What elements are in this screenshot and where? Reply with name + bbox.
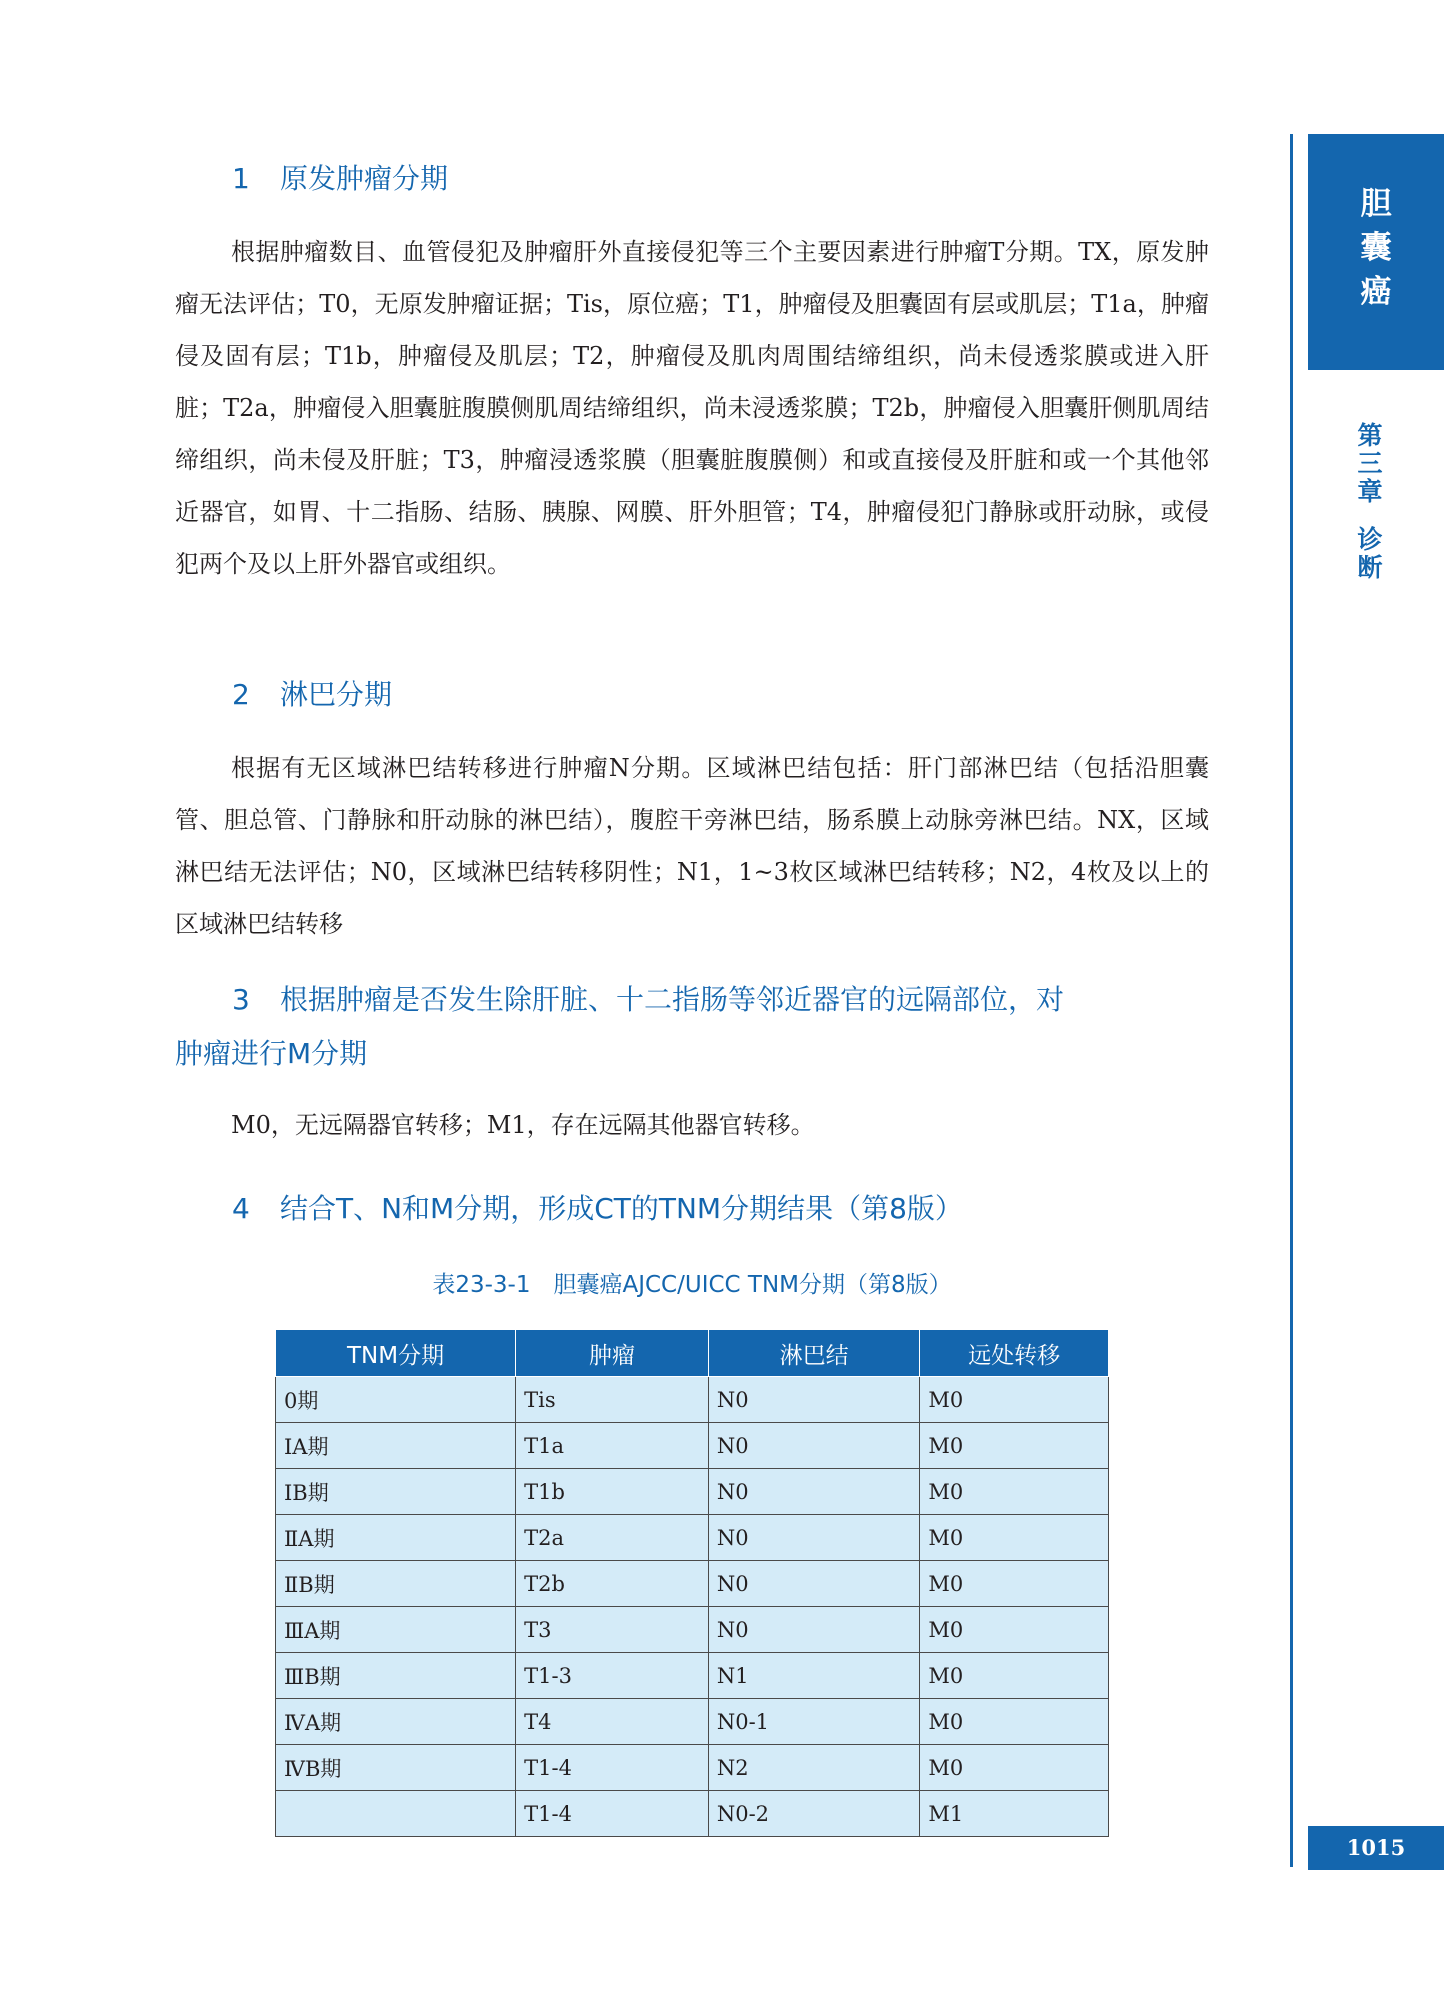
table-cell: ⅠB期 [276,1469,516,1515]
table-cell: M0 [920,1607,1109,1653]
table-row [276,1561,1109,1607]
page-number: 1015 [1346,1835,1406,1860]
table-row [276,1515,1109,1561]
table-cell: N0 [708,1469,920,1515]
table-cell: M1 [920,1791,1109,1837]
chapter-label: 第 三 章 诊 断 [1357,421,1383,582]
section-heading-2: 2 淋巴分期 [232,678,393,711]
table-cell: T2a [516,1515,709,1561]
paragraph-t-staging: 根据肿瘤数目、血管侵犯及肿瘤肝外直接侵犯等三个主要因素进行肿瘤T分期。TX，原发肿瘤无法评估；T0，无原发肿瘤证据；Tis，原位癌；T1，肿瘤侵及胆囊固有层或肌层；T1a，肿瘤侵及固有层；T1b，肿瘤侵及肌层；T2，肿瘤侵及肌肉周围结缔组织，尚未侵透浆膜或进入肝脏；T2a，肿瘤侵入胆囊脏腹膜侧肌周结缔组织，尚未浸透浆膜；T2b，肿瘤侵入胆囊肝侧肌周结缔组织，尚未侵及肝脏；T3，肿瘤浸透浆膜（胆囊脏腹膜侧）和或直接侵及肝脏和或一个其他邻近器官，如胃、十二指肠、结肠、胰腺、网膜、肝外胆管；T4，肿瘤侵犯门静脉或肝动脉，或侵犯两个及以上肝外器官或组织。 [175,238,1209,578]
table-cell: ⅡB期 [276,1561,516,1607]
section-heading-3-line2: 肿瘤进行M分期 [175,1037,368,1070]
table-cell: M0 [920,1377,1109,1423]
table-cell: N0 [708,1561,920,1607]
table-cell: ⅣB期 [276,1745,516,1791]
table-cell: N0-2 [708,1791,920,1837]
table-row [276,1469,1109,1515]
table-row [276,1699,1109,1745]
table-cell: M0 [920,1653,1109,1699]
paragraph-n-staging: 根据有无区域淋巴结转移进行肿瘤N分期。区域淋巴结包括：肝门部淋巴结（包括沿胆囊管、胆总管、门静脉和肝动脉的淋巴结），腹腔干旁淋巴结，肠系膜上动脉旁淋巴结。NX，区域淋巴结无法评估；N0，区域淋巴结转移阴性；N1，1~3枚区域淋巴结转移；N2，4枚及以上的区域淋巴结转移 [175,754,1209,938]
table-cell: M0 [920,1515,1109,1561]
column-header: 淋巴结 [708,1330,920,1377]
column-header: 远处转移 [920,1330,1109,1377]
table-row [276,1377,1109,1423]
table-row [276,1607,1109,1653]
side-rule [1290,134,1293,1867]
table-row [276,1791,1109,1837]
table-row [276,1653,1109,1699]
table-cell: N0 [708,1607,920,1653]
table-cell [276,1791,516,1837]
table-cell: T1-3 [516,1653,709,1699]
table-cell: T1-4 [516,1791,709,1837]
table-cell: T1b [516,1469,709,1515]
table-cell: M0 [920,1745,1109,1791]
table-row [276,1423,1109,1469]
table-cell: 0期 [276,1377,516,1423]
table-cell: ⅢA期 [276,1607,516,1653]
table-cell: T1-4 [516,1745,709,1791]
table-cell: ⅣA期 [276,1699,516,1745]
paragraph-m-staging: M0，无远隔器官转移；M1，存在远隔其他器官转移。 [231,1111,815,1139]
table-cell: T1a [516,1423,709,1469]
table-row [276,1745,1109,1791]
table-cell: N1 [708,1653,920,1699]
table-cell: M0 [920,1423,1109,1469]
table-cell: N0 [708,1515,920,1561]
column-header: TNM分期 [276,1330,516,1377]
section-heading-1: 1 原发肿瘤分期 [232,162,449,195]
column-header: 肿瘤 [516,1330,709,1377]
table-cell: N0 [708,1377,920,1423]
table-cell: Tis [516,1377,709,1423]
table-cell: T2b [516,1561,709,1607]
table-cell: N0 [708,1423,920,1469]
table-cell: M0 [920,1561,1109,1607]
table-cell: N2 [708,1745,920,1791]
side-tab-title: 胆 囊 癌 [1360,186,1392,310]
table-cell: M0 [920,1699,1109,1745]
table-cell: T4 [516,1699,709,1745]
section-heading-3: 3 根据肿瘤是否发生除肝脏、十二指肠等邻近器官的远隔部位，对 [232,983,1065,1016]
table-cell: M0 [920,1469,1109,1515]
table-cell: N0-1 [708,1699,920,1745]
table-cell: ⅡA期 [276,1515,516,1561]
tnm-staging-table [275,1329,1109,1837]
table-cell: ⅢB期 [276,1653,516,1699]
table-cell: T3 [516,1607,709,1653]
table-caption: 表23-3-1 胆囊癌AJCC/UICC TNM分期（第8版） [432,1272,952,1298]
table-cell: ⅠA期 [276,1423,516,1469]
table-header-row [276,1330,1109,1377]
section-heading-4: 4 结合T、N和M分期，形成CT的TNM分期结果（第8版） [232,1192,963,1225]
